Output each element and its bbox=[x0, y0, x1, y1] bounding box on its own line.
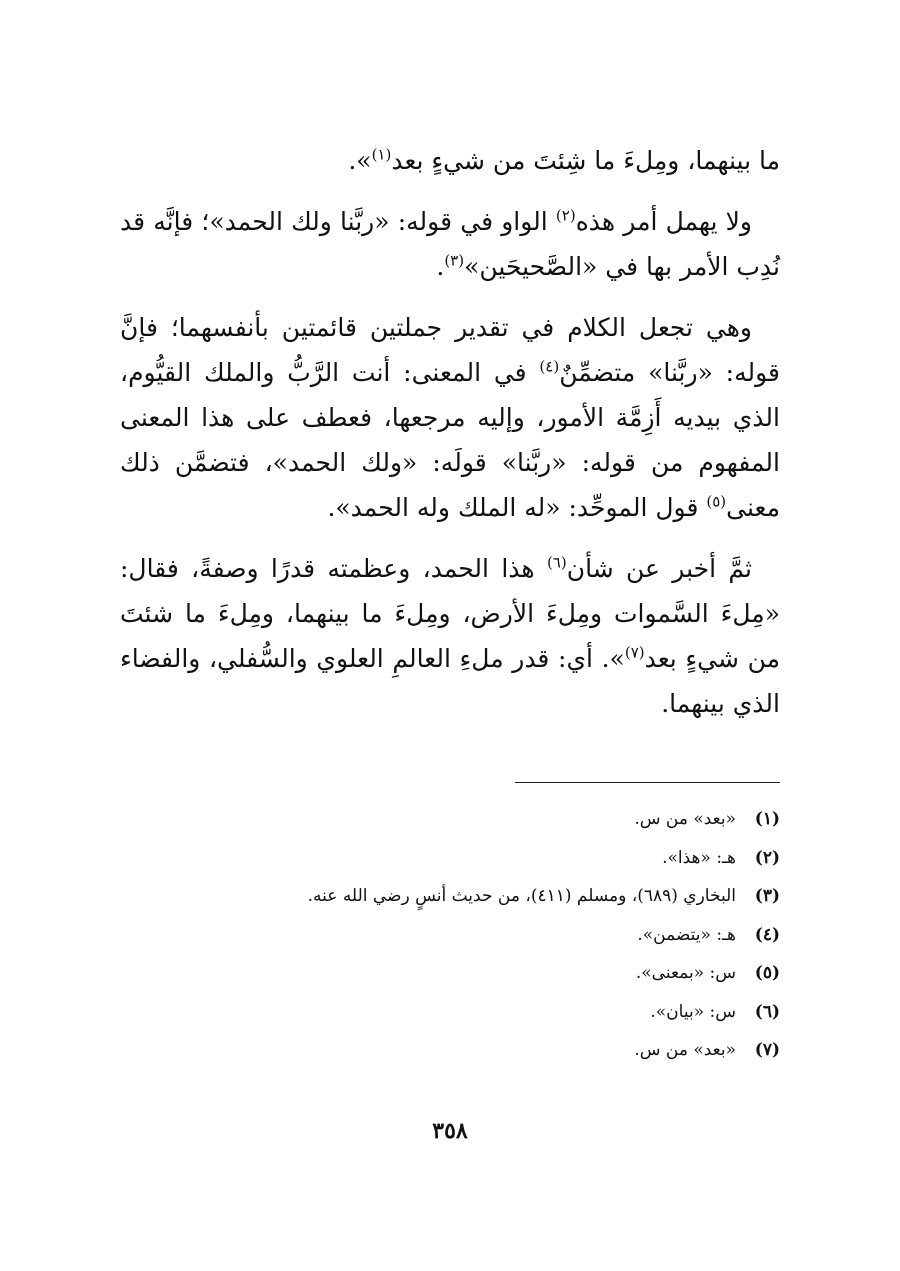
paragraph-text: وهي تجعل الكلام في تقدير جملتين قائمتين بأنفسهما؛ فإنَّ قوله: «ربَّنا» متضمِّنٌ bbox=[120, 313, 780, 387]
footnote-reference: (٤) bbox=[539, 357, 560, 376]
footnote-divider bbox=[515, 782, 780, 783]
paragraph-text: في المعنى: أنت الرَّبُّ والملك القيُّوم، الذي بيديه أَزِمَّة الأمور، وإليه مرجعها، فعطف على هذا المعنى المفهوم من قوله: «ربَّنا» قولَه: «ولك الحمد»، فتضمَّن ذلك معنى bbox=[120, 358, 780, 522]
footnote-number: (٣) bbox=[754, 886, 780, 906]
paragraph bbox=[120, 138, 780, 183]
footnote-number: (٥) bbox=[754, 963, 780, 983]
footnotes-list bbox=[120, 800, 780, 1070]
paragraph-text: قول الموحِّد: «له الملك وله الحمد». bbox=[327, 493, 707, 522]
paragraph bbox=[120, 305, 780, 530]
footnote-reference: (٢) bbox=[555, 206, 576, 225]
paragraph-text: ما بينهما، ومِلءَ ما شِئتَ من شيءٍ بعد bbox=[391, 146, 780, 175]
footnote-reference: (٦) bbox=[546, 553, 567, 572]
footnote-text: البخاري (٦٨٩)، ومسلم (٤١١)، من حديث أنسٍ رضي الله عنه. bbox=[307, 886, 736, 906]
footnote-text: س: «بمعنى». bbox=[635, 963, 736, 983]
footnote-item bbox=[120, 954, 780, 993]
footnote-number: (٢) bbox=[754, 847, 780, 868]
footnote-text: هـ: «هذا». bbox=[662, 847, 736, 868]
footnote-reference: (٥) bbox=[706, 492, 727, 511]
main-text bbox=[120, 138, 780, 742]
footnote-text: «بعد» من س. bbox=[634, 809, 736, 829]
footnote-reference: (١) bbox=[371, 145, 392, 164]
footnote-item bbox=[120, 1031, 780, 1070]
footnote-number: (١) bbox=[754, 809, 780, 829]
footnote-item bbox=[120, 993, 780, 1032]
paragraph-text: ». أي: قدر ملءِ العالمِ العلوي والسُّفلي، والفضاء الذي بينهما. bbox=[120, 644, 780, 718]
page-number: ٣٥٨ bbox=[432, 1118, 468, 1144]
paragraph-text: ولا يهمل أمر هذه bbox=[575, 207, 752, 236]
footnote-number: (٦) bbox=[754, 1001, 780, 1022]
footnote-reference: (٣) bbox=[444, 251, 465, 270]
paragraph-text: ثمَّ أخبر عن شأن bbox=[566, 554, 752, 583]
footnote-text: س: «بيان». bbox=[650, 1001, 736, 1022]
paragraph-text: . bbox=[436, 252, 445, 281]
footnote-number: (٤) bbox=[754, 924, 780, 945]
footnote-text: هـ: «يتضمن». bbox=[637, 924, 736, 945]
paragraph-text: ». bbox=[348, 146, 372, 175]
footnote-item bbox=[120, 839, 780, 878]
paragraph bbox=[120, 546, 780, 726]
paragraph bbox=[120, 199, 780, 289]
footnote-text: «بعد» من س. bbox=[634, 1040, 736, 1060]
footnote-item bbox=[120, 916, 780, 955]
footnote-item bbox=[120, 877, 780, 916]
paragraph-text: الواو في قوله: «ربَّنا ولك الحمد»؛ فإنَّه قد نُدِب الأمر بها في «الصَّحيحَين» bbox=[120, 207, 780, 281]
paragraph-text: هذا الحمد، وعظمته قدرًا وصفةً، فقال: «مِلءَ السَّموات ومِلءَ الأرض، ومِلءَ ما بينهما، ومِلءَ ما شئتَ من شيءٍ بعد bbox=[120, 554, 781, 673]
footnote-reference: (٧) bbox=[624, 643, 645, 662]
footnote-item bbox=[120, 800, 780, 839]
footnote-number: (٧) bbox=[754, 1040, 780, 1060]
